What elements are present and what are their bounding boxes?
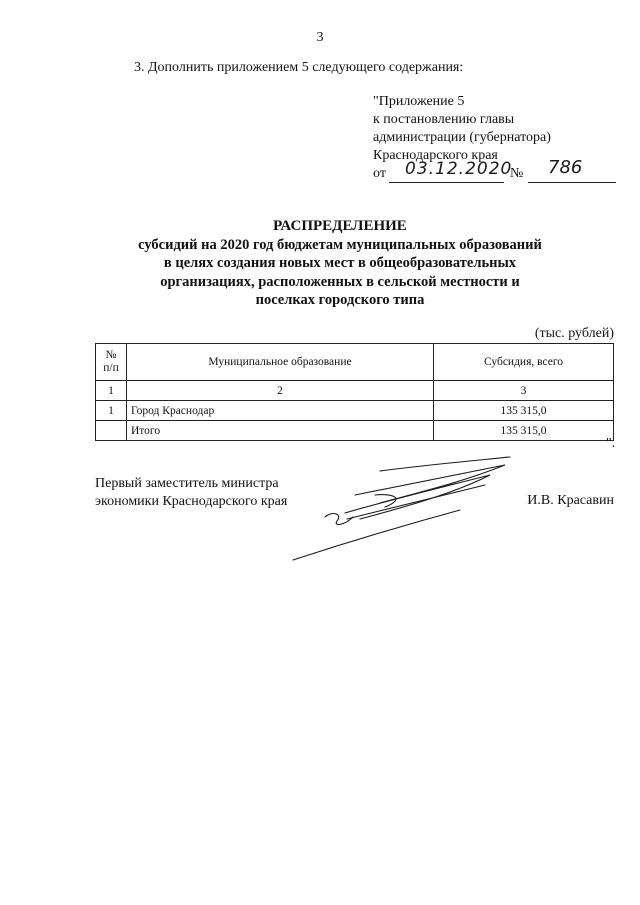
handwritten-signature	[285, 455, 525, 565]
date-underline	[389, 182, 504, 183]
total-subsidy: 135 315,0	[434, 421, 614, 441]
page-number: 3	[316, 30, 324, 45]
table-header-row	[96, 344, 614, 381]
number-underline	[528, 182, 616, 183]
units-label: (тыс. рублей)	[534, 326, 614, 341]
column-number: 3	[434, 381, 614, 401]
total-label: Итого	[127, 421, 434, 441]
header-municipality: Муниципальное образование	[127, 344, 434, 381]
column-number: 2	[127, 381, 434, 401]
row-subsidy: 135 315,0	[434, 401, 614, 421]
total-row	[96, 421, 614, 441]
position-line: экономики Краснодарского края	[95, 494, 288, 509]
title-main: РАСПРЕДЕЛЕНИЕ	[273, 218, 407, 234]
column-number-row	[96, 381, 614, 401]
signatory-position	[95, 475, 287, 511]
intro-paragraph: 3. Дополнить приложением 5 следующего содержания:	[134, 60, 464, 75]
title-line: поселках городского типа	[255, 292, 425, 308]
column-number: 1	[96, 381, 127, 401]
title-line: субсидий на 2020 год бюджетам муниципальных образований	[138, 236, 542, 253]
appendix-date-row	[373, 157, 583, 185]
total-num-empty	[96, 421, 127, 441]
date-label: от	[373, 166, 386, 181]
appendix-line: "Приложение 5	[373, 94, 465, 109]
number-label: №	[510, 166, 524, 181]
closing-quote: ".	[606, 436, 616, 451]
header-num: № п/п	[96, 344, 127, 381]
table-row	[96, 401, 614, 421]
handwritten-date: 03.12.2020	[405, 159, 513, 179]
handwritten-number: 786	[548, 157, 583, 178]
header-subsidy: Субсидия, всего	[434, 344, 614, 381]
position-line: Первый заместитель министра	[95, 476, 279, 491]
appendix-header	[373, 93, 583, 185]
signatory-name: И.В. Красавин	[527, 493, 614, 508]
appendix-line: к постановлению главы	[373, 112, 515, 127]
row-municipality: Город Краснодар	[127, 401, 434, 421]
distribution-table	[95, 343, 614, 441]
row-num: 1	[96, 401, 127, 421]
appendix-line: администрации (губернатора)	[373, 130, 551, 145]
document-title	[90, 217, 590, 310]
title-line: организациях, расположенных в сельской местности и	[160, 273, 520, 290]
title-line: в целях создания новых мест в общеобразовательных	[163, 255, 517, 271]
appendix-line: Краснодарского края	[373, 148, 498, 163]
